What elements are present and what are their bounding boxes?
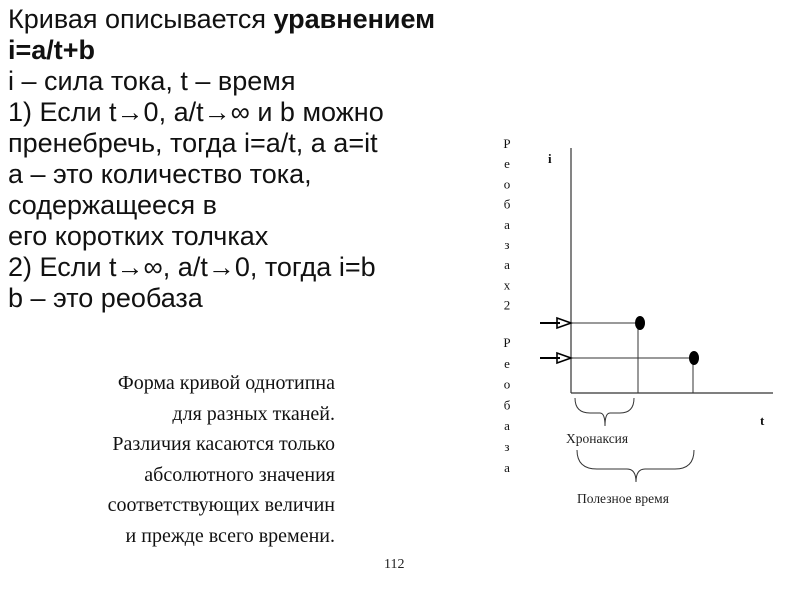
rheobase_x2-letter: о (503, 176, 511, 192)
equation-intro-text: Кривая описывается (8, 4, 274, 34)
rheobase-arrow-icon (540, 353, 571, 363)
note-line-5: соответствующих величин (107, 494, 335, 516)
chronaxie-brace (575, 398, 634, 426)
note-line-3: Различия касаются только (112, 433, 335, 455)
note-line-2: для разных тканей. (172, 402, 335, 425)
rheobase-letter: Р (503, 335, 511, 350)
rheobase_x2-letter: а (504, 257, 510, 273)
equation-intro-bold: уравнением (273, 4, 436, 34)
rheobase-x2-vertical-label (503, 136, 510, 313)
y-axis-label: i (548, 151, 552, 166)
rheobase_x2-letter: х (503, 277, 511, 293)
rheobase-letter: а (504, 459, 510, 475)
rheobase-letter: б (503, 397, 511, 413)
rheobase-letter: е (504, 355, 510, 371)
case1-line4: содержащееся в (8, 190, 217, 220)
chronaxie-point (635, 316, 645, 330)
useful-time-brace (577, 450, 694, 482)
case1-line2: пренебречь, тогда i=a/t, а a=it (8, 128, 378, 158)
useful-time-point (689, 351, 699, 365)
case2-line2: b – это реобаза (8, 283, 203, 313)
rheobase_x2-letter: з (504, 237, 510, 252)
rheobase_x2-letter: а (504, 216, 510, 232)
rheobase_x2-letter: б (503, 196, 511, 212)
case1-line3: a – это количество тока, (8, 159, 312, 189)
x-axis-label: t (760, 413, 765, 428)
case1-line5: его коротких толчках (8, 221, 269, 251)
rheobase_x2-letter: Р (503, 136, 511, 151)
chronaxie-label: Хронаксия (566, 431, 629, 446)
note-line-1: Форма кривой однотипна (117, 372, 335, 394)
useful-time-label: Полезное время (577, 491, 669, 506)
case2-line1: 2) Если t→∞, a/t→0, тогда i=b (8, 252, 376, 282)
note-line-6: и прежде всего времени. (125, 524, 335, 547)
variable-definitions: i – сила тока, t – время (8, 66, 296, 96)
rheobase-vertical-label (503, 335, 510, 475)
page-number: 112 (384, 557, 405, 572)
rheobase_x2-letter: е (504, 156, 510, 172)
rheobase-letter: з (504, 439, 510, 454)
rheobase-letter: а (504, 418, 510, 434)
rheobase-letter: о (503, 376, 511, 392)
rheobase_x2-letter: 2 (503, 297, 511, 313)
equation-formula: i=a/t+b (8, 35, 96, 65)
rheobase-x2-arrow-icon (540, 318, 571, 328)
note-line-4: абсолютного значения (144, 463, 335, 486)
case1-line1: 1) Если t→0, a/t→∞ и b можно (8, 97, 384, 127)
